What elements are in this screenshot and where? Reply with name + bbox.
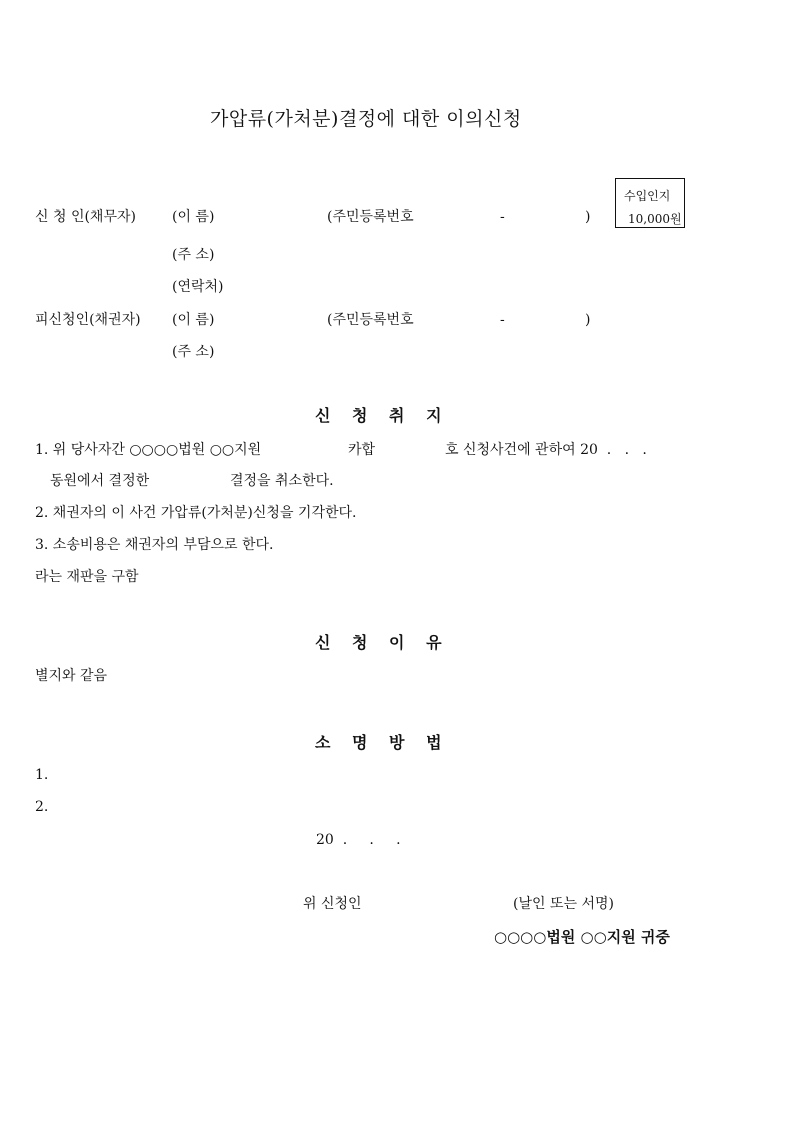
respondent-rrn-close: )	[585, 312, 591, 328]
purpose-heading: 신 청 취 지	[315, 406, 445, 425]
applicant-name-label: (이 름)	[172, 209, 215, 225]
purpose-closing: 라는 재판을 구함	[35, 569, 139, 585]
respondent-address-label: (주 소)	[172, 344, 215, 360]
purpose-item-1-part-a: 1. 위 당사자간 ○○○○법원 ○○지원	[35, 442, 262, 458]
purpose-item-1-part-b: 카합	[348, 442, 376, 458]
purpose-item-2: 2. 채권자의 이 사건 가압류(가처분)신청을 기각한다.	[35, 505, 357, 521]
signature-label: 위 신청인	[303, 896, 362, 912]
signature-seal-note: (날인 또는 서명)	[513, 896, 614, 912]
respondent-rrn-label: (주민등록번호	[327, 312, 414, 328]
applicant-rrn-close: )	[585, 209, 591, 225]
respondent-role: 피신청인(채권자)	[35, 312, 141, 328]
stamp-label: 수입인지	[624, 189, 671, 203]
reason-heading: 신 청 이 유	[315, 633, 445, 652]
applicant-role: 신 청 인(채무자)	[35, 209, 136, 225]
respondent-rrn-dash: -	[500, 312, 505, 328]
applicant-rrn-dash: -	[500, 209, 505, 225]
reason-body: 별지와 같음	[35, 668, 108, 684]
evidence-heading: 소 명 방 법	[315, 733, 445, 752]
court-addressee: ○○○○법원 ○○지원 귀중	[494, 928, 670, 946]
purpose-item-1-part-c: 호 신청사건에 관하여 20 . . .	[445, 442, 647, 458]
applicant-rrn-label: (주민등록번호	[327, 209, 414, 225]
revenue-stamp-box	[615, 178, 685, 228]
respondent-name-label: (이 름)	[172, 312, 215, 328]
purpose-item-1-line-2-b: 결정을 취소한다.	[230, 473, 334, 489]
applicant-address-label: (주 소)	[172, 247, 215, 263]
purpose-item-1-line-2-a: 동원에서 결정한	[50, 473, 150, 489]
stamp-amount: 10,000원	[628, 212, 682, 226]
evidence-item-2: 2.	[35, 799, 49, 815]
evidence-item-1: 1.	[35, 767, 49, 783]
filing-date: 20 . . .	[316, 832, 401, 848]
applicant-contact-label: (연락처)	[172, 279, 224, 295]
purpose-item-3: 3. 소송비용은 채권자의 부담으로 한다.	[35, 537, 274, 553]
document-title: 가압류(가처분)결정에 대한 이의신청	[210, 108, 522, 130]
